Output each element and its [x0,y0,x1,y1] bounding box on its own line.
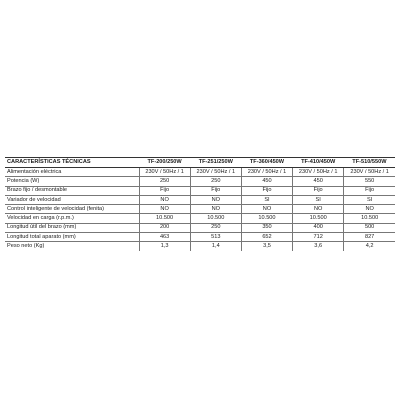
row-value: 400 [293,223,344,232]
row-value: 10.500 [139,214,190,223]
row-value: 513 [190,233,241,242]
row-value: NO [190,205,241,214]
row-value: 230V / 50Hz / 1 [190,168,241,177]
row-value: SI [241,195,292,204]
row-value: 250 [190,223,241,232]
row-value: Fijo [293,186,344,195]
row-value: 450 [241,177,292,186]
table-row-load-speed [5,214,395,223]
row-value: 827 [344,233,395,242]
row-value: Fijo [190,186,241,195]
spec-table-body [5,168,395,251]
row-value: SI [344,195,395,204]
row-value: 4,2 [365,243,374,250]
table-row-smart-speed-control [5,205,395,214]
row-value: 463 [139,233,190,242]
row-value: 230V / 50Hz / 1 [241,168,292,177]
row-label: Peso neto (Kg) [5,242,139,251]
row-value: 10.500 [241,214,292,223]
row-value: 450 [293,177,344,186]
row-label: Longitud útil del brazo (mm) [5,223,139,232]
table-row-power [5,177,395,186]
model-header-tf-510: TF-510/550W [344,158,395,168]
row-value: 1,4 [190,242,241,251]
row-value: 350 [241,223,292,232]
spec-table-header [5,158,395,168]
model-header-tf-200: TF-200/250W [139,158,190,168]
row-value: 250 [139,177,190,186]
row-label: Velocidad en carga (r.p.m.) [5,214,139,223]
row-value: 3,5 [241,242,292,251]
table-row-total-length [5,233,395,242]
row-value: NO [344,205,395,214]
table-row-net-weight [5,242,395,251]
row-value: 250 [190,177,241,186]
row-value: 200 [139,223,190,232]
spec-table [5,157,395,251]
row-value: 10.500 [293,214,344,223]
row-value: NO [139,205,190,214]
row-label: Variador de velocidad [5,195,139,204]
model-header-tf-251: TF-251/250W [190,158,241,168]
table-row-speed-variator [5,195,395,204]
model-header-tf-360: TF-360/450W [241,158,292,168]
table-title: CARACTERÍSTICAS TÉCNICAS [5,158,139,168]
row-value: 10.500 [190,214,241,223]
row-label: Alimentación eléctrica [5,168,139,177]
row-value: 230V / 50Hz / 1 [344,168,395,177]
row-value: Fijo [241,186,292,195]
row-label: Brazo fijo / desmontable [5,186,139,195]
row-value: 230V / 50Hz / 1 [139,168,190,177]
row-value: 550 [344,177,395,186]
row-value: SI [293,195,344,204]
table-row-power-supply [5,168,395,177]
row-value: NO [190,195,241,204]
row-value: 3,6 [293,242,344,251]
row-label: Longitud total aparato (mm) [5,233,139,242]
row-value: Fijo [344,186,395,195]
header-row [5,158,395,168]
row-value: NO [139,195,190,204]
model-header-tf-410: TF-410/450W [293,158,344,168]
table-row-arm-type [5,186,395,195]
row-value: NO [241,205,292,214]
row-label: Potencia (W) [5,177,139,186]
row-value: 712 [293,233,344,242]
row-value: 500 [344,223,395,232]
row-label: Control inteligente de velocidad (fenita) [5,205,139,214]
row-value: 1,3 [139,242,190,251]
row-value: Fijo [139,186,190,195]
row-value: 652 [241,233,292,242]
row-value: 230V / 50Hz / 1 [293,168,344,177]
row-value: 10.500 [344,214,395,223]
table-row-arm-length [5,223,395,232]
row-value: NO [293,205,344,214]
